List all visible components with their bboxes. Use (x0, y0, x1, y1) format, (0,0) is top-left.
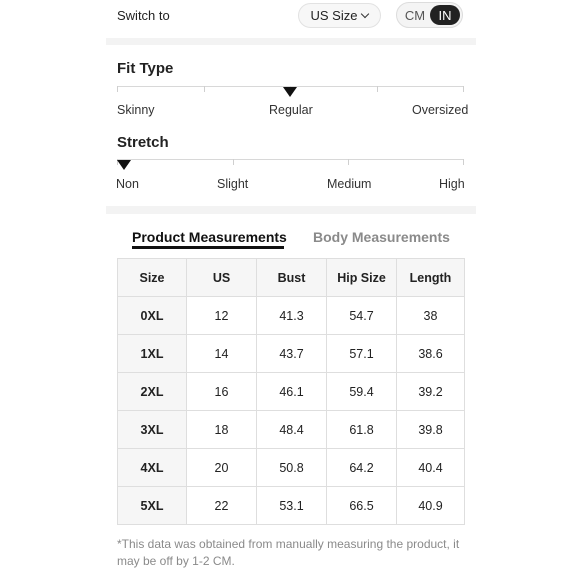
fit-type-marker (283, 87, 297, 97)
cell-hip-size: 59.4 (327, 373, 397, 411)
cell-bust: 43.7 (257, 335, 327, 373)
cell-bust: 41.3 (257, 297, 327, 335)
table-header-row (118, 259, 465, 297)
cell-size: 3XL (118, 411, 187, 449)
measurements-panel (106, 214, 476, 580)
switch-to-label: Switch to (117, 8, 170, 23)
fit-scale-tick (204, 86, 205, 92)
fit-option-regular: Regular (269, 103, 313, 117)
stretch-title: Stretch (117, 134, 169, 151)
table-row (118, 297, 465, 335)
cell-length: 38.6 (397, 335, 465, 373)
table-row (118, 373, 465, 411)
fit-stretch-panel (106, 45, 476, 206)
stretch-scale-tick (348, 159, 349, 165)
size-system-select[interactable] (298, 3, 381, 28)
fit-option-oversized: Oversized (412, 103, 469, 117)
measurement-disclaimer: *This data was obtained from manually measuring the product, it may be off by 1-2 CM. (117, 537, 460, 568)
size-system-value: US Size (310, 8, 358, 23)
table-row (118, 411, 465, 449)
cell-size: 0XL (118, 297, 187, 335)
fit-scale-tick (117, 86, 118, 92)
cell-us: 14 (187, 335, 257, 373)
cell-size: 1XL (118, 335, 187, 373)
stretch-marker (117, 160, 131, 170)
unit-switch-bar (106, 0, 476, 38)
cell-length: 39.8 (397, 411, 465, 449)
unit-option-in[interactable]: IN (430, 5, 460, 25)
header-length: Length (397, 259, 465, 297)
chevron-down-icon (361, 10, 369, 18)
table-row (118, 449, 465, 487)
cell-length: 38 (397, 297, 465, 335)
stretch-option-non: Non (116, 177, 139, 191)
unit-option-cm[interactable]: CM (404, 7, 426, 23)
cell-us: 22 (187, 487, 257, 525)
cell-length: 40.9 (397, 487, 465, 525)
table-row (118, 335, 465, 373)
fit-scale-tick (377, 86, 378, 92)
cell-hip-size: 66.5 (327, 487, 397, 525)
stretch-scale-tick (233, 159, 234, 165)
stretch-option-slight: Slight (217, 177, 249, 191)
active-tab-indicator (132, 246, 284, 249)
cell-us: 18 (187, 411, 257, 449)
header-us: US (187, 259, 257, 297)
cell-hip-size: 61.8 (327, 411, 397, 449)
size-chart-table (117, 258, 465, 525)
cell-us: 16 (187, 373, 257, 411)
fit-scale-tick (463, 86, 464, 92)
stretch-scale (117, 159, 464, 160)
section-divider (106, 206, 476, 214)
cell-hip-size: 57.1 (327, 335, 397, 373)
cell-length: 40.4 (397, 449, 465, 487)
stretch-option-high: High (439, 177, 465, 191)
fit-option-skinny: Skinny (117, 103, 155, 117)
cell-us: 20 (187, 449, 257, 487)
cell-length: 39.2 (397, 373, 465, 411)
cell-bust: 48.4 (257, 411, 327, 449)
stretch-scale-tick (463, 159, 464, 165)
stretch-option-medium: Medium (327, 177, 372, 191)
cell-size: 4XL (118, 449, 187, 487)
cell-hip-size: 54.7 (327, 297, 397, 335)
cell-bust: 53.1 (257, 487, 327, 525)
cell-size: 2XL (118, 373, 187, 411)
tab-body-measurements[interactable]: Body Measurements (313, 229, 450, 245)
cell-bust: 46.1 (257, 373, 327, 411)
header-size: Size (118, 259, 187, 297)
cell-bust: 50.8 (257, 449, 327, 487)
table-row (118, 487, 465, 525)
tab-product-measurements[interactable]: Product Measurements (132, 229, 287, 245)
unit-toggle[interactable] (396, 2, 463, 28)
cell-size: 5XL (118, 487, 187, 525)
header-bust: Bust (257, 259, 327, 297)
cell-hip-size: 64.2 (327, 449, 397, 487)
header-hip-size: Hip Size (327, 259, 397, 297)
cell-us: 12 (187, 297, 257, 335)
fit-type-title: Fit Type (117, 60, 174, 77)
section-divider (106, 38, 476, 45)
